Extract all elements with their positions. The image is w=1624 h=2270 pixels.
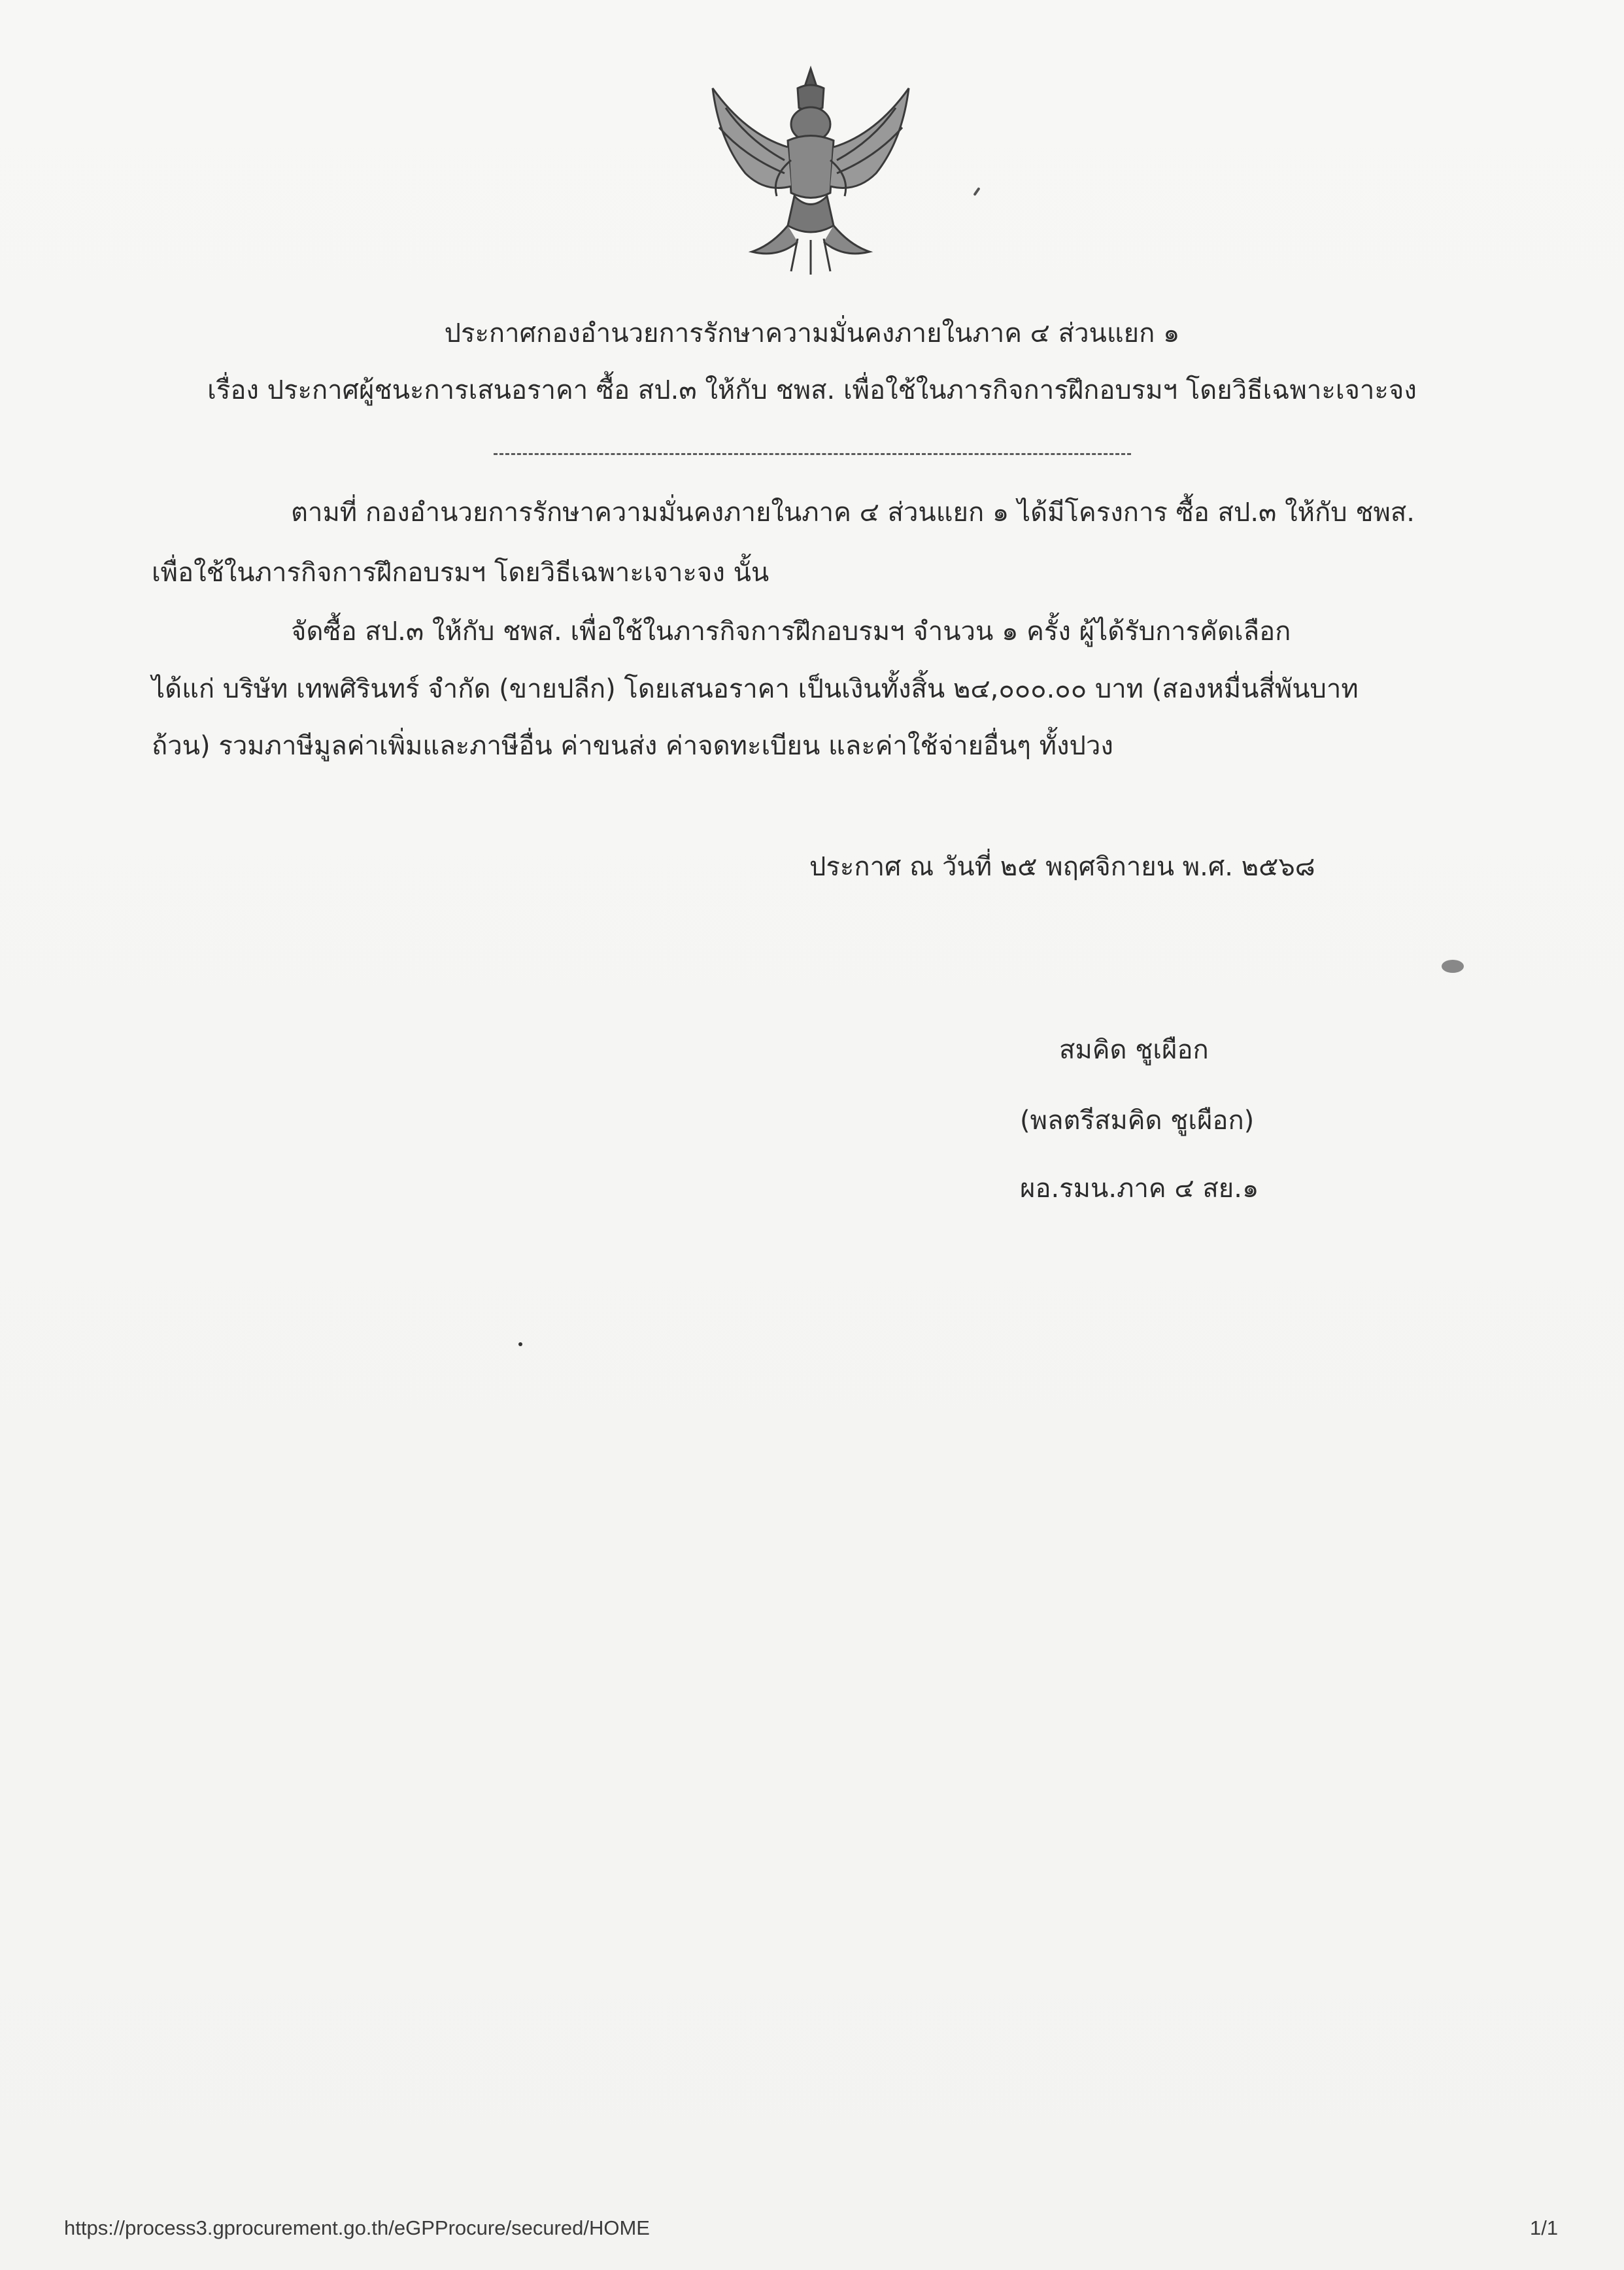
announcement-title: ประกาศกองอำนวยการรักษาความมั่นคงภายในภาค ๔ ส่วนแยก ๑ xyxy=(444,318,1180,348)
scan-speck xyxy=(1442,960,1464,973)
announcement-subject: เรื่อง ประกาศผู้ชนะการเสนอราคา ซื้อ สป.๓ ให้กับ ชพส. เพื่อใช้ในภารกิจการฝึกอบรมฯ โดยวิธีเฉพาะเจาะจง xyxy=(207,375,1417,405)
body-paragraph-line: เพื่อใช้ในภารกิจการฝึกอบรมฯ โดยวิธีเฉพาะเจาะจง นั้น xyxy=(152,558,770,588)
footer-page-number: 1/1 xyxy=(1530,2216,1559,2239)
signatory-position: ผอ.รมน.ภาค ๔ สย.๑ xyxy=(1020,1174,1259,1204)
body-paragraph-line: ถ้วน) รวมภาษีมูลค่าเพิ่มและภาษีอื่น ค่าขนส่ง ค่าจดทะเบียน และค่าใช้จ่ายอื่นๆ ทั้งปวง xyxy=(152,731,1113,761)
footer-url: https://process3.gprocurement.go.th/eGPProcure/secured/HOME xyxy=(64,2216,650,2239)
garuda-emblem-icon xyxy=(700,62,922,281)
separator-line xyxy=(494,453,1131,455)
body-paragraph-line: ได้แก่ บริษัท เทพศิรินทร์ จำกัด (ขายปลีก) โดยเสนอราคา เป็นเงินทั้งสิ้น ๒๔,๐๐๐.๐๐ บาท (สองหมื่นสี่พันบาท xyxy=(152,674,1359,704)
signatory-name: สมคิด ชูเผือก xyxy=(1059,1035,1209,1065)
signatory-full-name: (พลตรีสมคิด ชูเผือก) xyxy=(1020,1106,1255,1136)
scan-speck xyxy=(973,187,980,196)
body-paragraph-line: ตามที่ กองอำนวยการรักษาความมั่นคงภายในภาค ๔ ส่วนแยก ๑ ได้มีโครงการ ซื้อ สป.๓ ให้กับ ชพส. xyxy=(291,498,1415,528)
announcement-date: ประกาศ ณ วันที่ ๒๕ พฤศจิกายน พ.ศ. ๒๕๖๘ xyxy=(809,852,1315,882)
scan-speck xyxy=(518,1342,522,1346)
body-paragraph-line: จัดซื้อ สป.๓ ให้กับ ชพส. เพื่อใช้ในภารกิจการฝึกอบรมฯ จำนวน ๑ ครั้ง ผู้ได้รับการคัดเลือก xyxy=(291,617,1291,647)
